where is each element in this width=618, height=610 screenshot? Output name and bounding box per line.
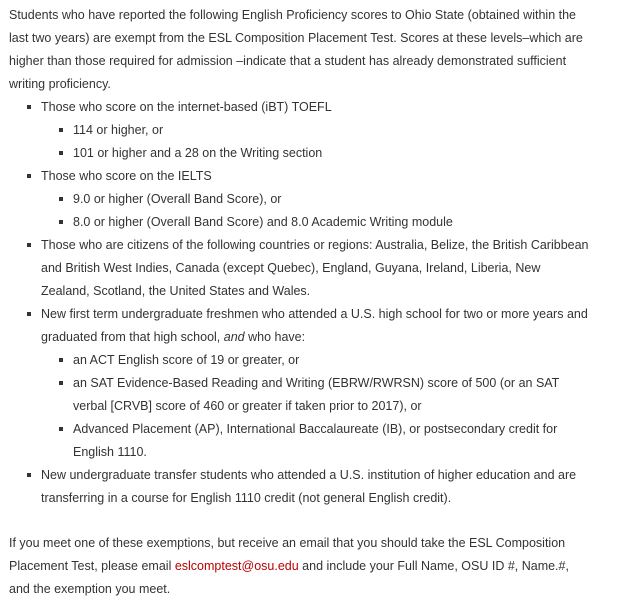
closing-text-before: If you meet one of these exemptions, but receive an email that you should take the ESL Composition Placement Test, please email bbox=[9, 536, 566, 573]
freshmen-label-emphasis: and bbox=[223, 330, 245, 344]
intro-paragraph: Students who have reported the following English Proficiency scores to Ohio State (obtained within the last two years) are exempt from the ESL Composition Placement Test. Scores at these levels–which are higher than those required for admission –indicate that a student has already demonstrated sufficient writing proficiency. bbox=[9, 8, 583, 91]
sublist-item-text: Advanced Placement (AP), International Baccalaureate (IB), or postsecondary credit for English 1110. bbox=[73, 422, 558, 459]
bullet-icon bbox=[27, 473, 31, 477]
transfer-text: New undergraduate transfer students who attended a U.S. institution of higher education and are transferring in a course for English 1110 credit (not general English credit). bbox=[41, 468, 577, 505]
sublist-item-text: 101 or higher and a 28 on the Writing section bbox=[73, 146, 323, 160]
bullet-icon bbox=[27, 312, 31, 316]
bullet-icon bbox=[27, 174, 31, 178]
sublist-item bbox=[73, 349, 589, 372]
list-item-ielts bbox=[41, 165, 589, 234]
list-item-transfer bbox=[41, 464, 589, 510]
sublist-item-text: 9.0 or higher (Overall Band Score), or bbox=[73, 192, 282, 206]
toefl-label: Those who score on the internet-based (iBT) TOEFL bbox=[41, 100, 332, 114]
sublist-item bbox=[73, 372, 589, 418]
sublist-item bbox=[73, 188, 589, 211]
exemption-list bbox=[9, 96, 589, 510]
bullet-icon bbox=[59, 128, 63, 132]
bullet-icon bbox=[59, 197, 63, 201]
ielts-sublist bbox=[41, 188, 589, 234]
freshmen-label-end: who have: bbox=[244, 330, 306, 344]
spacer bbox=[9, 510, 589, 532]
toefl-sublist bbox=[41, 119, 589, 165]
citizens-text: Those who are citizens of the following countries or regions: Australia, Belize, the British Caribbean and British West Indies, Canada (except Quebec), England, Guyana, Ireland, Liberia, New Zealand, Scotland, the United States and Wales. bbox=[41, 238, 589, 298]
bullet-icon bbox=[59, 151, 63, 155]
email-link[interactable]: eslcomptest@osu.edu bbox=[174, 559, 299, 573]
bullet-icon bbox=[59, 220, 63, 224]
bullet-icon bbox=[27, 243, 31, 247]
closing-paragraph bbox=[9, 532, 589, 601]
list-item-citizens bbox=[41, 234, 589, 303]
bullet-icon bbox=[27, 105, 31, 109]
sublist-item-text: an SAT Evidence-Based Reading and Writing (EBRW/RWRSN) score of 500 (or an SAT verbal [CRVB] score of 460 or greater if taken prior to 2017), or bbox=[73, 376, 560, 413]
list-item-toefl bbox=[41, 96, 589, 165]
closing-text-after: and include your Full Name, OSU ID #, Name.#, and the exemption you meet. bbox=[9, 559, 569, 596]
sublist-item-text: 114 or higher, or bbox=[73, 123, 164, 137]
sublist-item-text: 8.0 or higher (Overall Band Score) and 8.0 Academic Writing module bbox=[73, 215, 453, 229]
freshmen-label-start: New first term undergraduate freshmen who attended a U.S. high school for two or more years and graduated from that high school, bbox=[41, 307, 588, 344]
sublist-item bbox=[73, 418, 589, 464]
sublist-item bbox=[73, 211, 589, 234]
bullet-icon bbox=[59, 381, 63, 385]
sublist-item bbox=[73, 119, 589, 142]
freshmen-sublist bbox=[41, 349, 589, 464]
ielts-label: Those who score on the IELTS bbox=[41, 169, 212, 183]
sublist-item bbox=[73, 142, 589, 165]
bullet-icon bbox=[59, 427, 63, 431]
bullet-icon bbox=[59, 358, 63, 362]
sublist-item-text: an ACT English score of 19 or greater, or bbox=[73, 353, 300, 367]
list-item-freshmen bbox=[41, 303, 589, 464]
